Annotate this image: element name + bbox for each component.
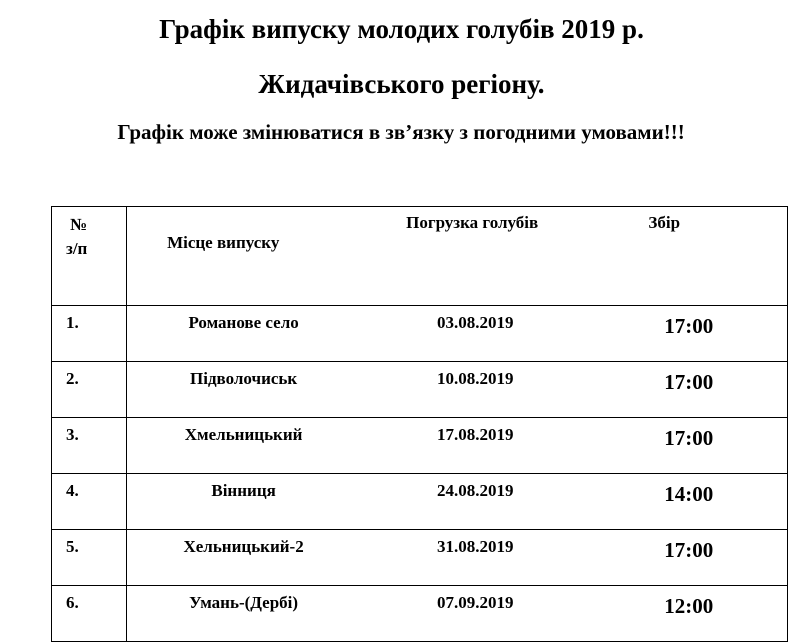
notice-text-content: Графік може змінюватися в зв’язку з погодними умовами!!! <box>117 120 685 144</box>
row-time: 17:00 <box>590 362 787 418</box>
row-number: 1. <box>52 306 127 362</box>
row-date: 07.09.2019 <box>360 586 590 642</box>
row-date: 24.08.2019 <box>360 474 590 530</box>
row-date: 03.08.2019 <box>360 306 590 362</box>
table-row <box>52 586 788 642</box>
row-time: 17:00 <box>590 418 787 474</box>
table-row <box>52 418 788 474</box>
header-place: Місце випуску <box>127 207 361 306</box>
row-date: 10.08.2019 <box>360 362 590 418</box>
row-time: 12:00 <box>590 586 787 642</box>
row-time: 17:00 <box>590 306 787 362</box>
header-number <box>52 207 127 306</box>
row-place: Хмельницький <box>127 418 361 474</box>
row-number: 5. <box>52 530 127 586</box>
row-place: Підволочиськ <box>127 362 361 418</box>
header-loading: Погрузка голубів <box>360 207 590 306</box>
table-row <box>52 530 788 586</box>
row-place: Умань-(Дербі) <box>127 586 361 642</box>
row-place: Романове село <box>127 306 361 362</box>
row-time: 17:00 <box>590 530 787 586</box>
row-number: 4. <box>52 474 127 530</box>
header-number-line1: № <box>70 215 88 234</box>
page-subtitle: Жидачівського регіону. <box>258 69 545 99</box>
row-date: 17.08.2019 <box>360 418 590 474</box>
header-gathering: Збір <box>590 207 787 306</box>
row-time: 14:00 <box>590 474 787 530</box>
row-place: Хельницький-2 <box>127 530 361 586</box>
header-number-line2: з/п <box>66 239 88 258</box>
table-row <box>52 362 788 418</box>
row-date: 31.08.2019 <box>360 530 590 586</box>
page-title: Графік випуску молодих голубів 2019 р. <box>159 14 644 44</box>
row-number: 2. <box>52 362 127 418</box>
notice-text <box>101 117 701 147</box>
row-number: 3. <box>52 418 127 474</box>
row-number: 6. <box>52 586 127 642</box>
table-row <box>52 474 788 530</box>
table-row <box>52 306 788 362</box>
release-schedule-table <box>51 206 788 642</box>
table-header-row <box>52 207 788 306</box>
row-place: Вінниця <box>127 474 361 530</box>
